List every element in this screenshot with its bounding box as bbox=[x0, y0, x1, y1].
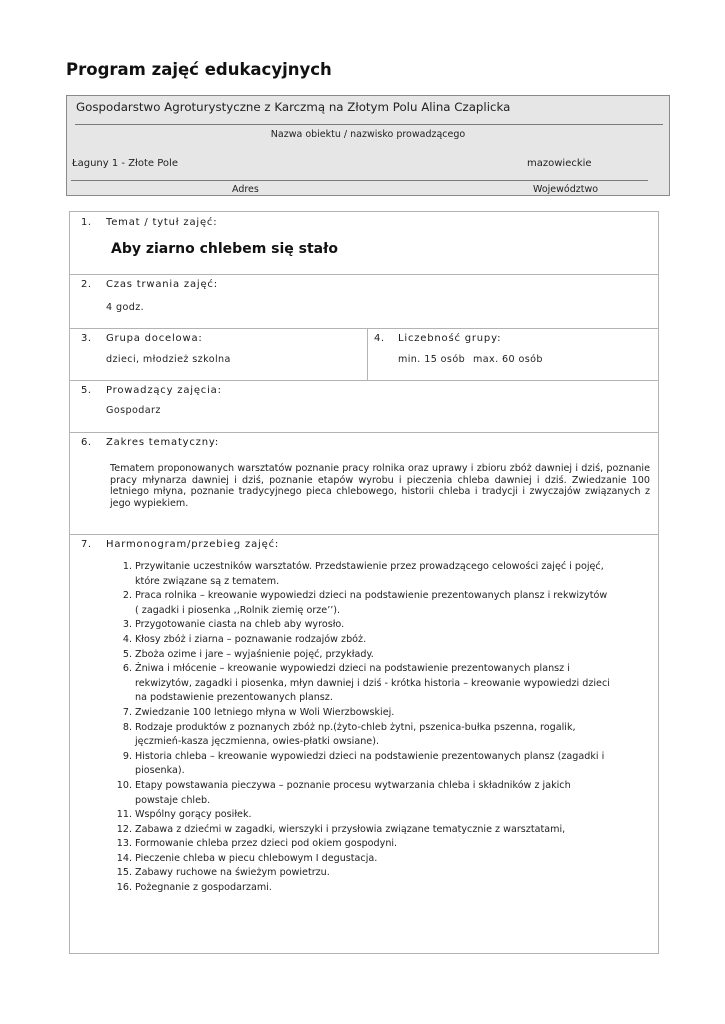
schedule-item-text: Przygotowanie ciasta na chleb aby wyrosło. bbox=[135, 619, 345, 631]
section-number: 7. bbox=[81, 539, 92, 550]
schedule-item bbox=[110, 618, 610, 633]
target-group-value: dzieci, młodzież szkolna bbox=[106, 354, 231, 365]
address-underline bbox=[71, 180, 648, 181]
section-label: Harmonogram/przebieg zajęć: bbox=[106, 539, 280, 550]
schedule-item-number: 9. bbox=[122, 750, 132, 762]
section-label: Temat / tytuł zajęć: bbox=[106, 217, 218, 228]
schedule-list bbox=[110, 560, 610, 896]
object-name: Gospodarstwo Agroturystyczne z Karczmą na Złotym Polu Alina Czaplicka bbox=[76, 100, 511, 114]
group-size-min: min. 15 osób bbox=[398, 354, 466, 365]
schedule-item-number: 3. bbox=[122, 619, 132, 631]
duration-value: 4 godz. bbox=[106, 302, 145, 313]
section-number: 4. bbox=[374, 333, 385, 344]
schedule-item-number: 11. bbox=[116, 809, 132, 821]
schedule-item-text: Etapy powstawania pieczywa – poznanie procesu wytwarzania chleba i składników z jakich powstaje chleb. bbox=[135, 779, 571, 806]
scope-paragraph: Tematem proponowanych warsztatów poznanie pracy rolnika oraz uprawy i zbioru zbóż dawniej i dziś, poznanie pracy młynarza dawniej i dziś, poznanie etapów wyrobu i pieczenia chleba dawniej i dziś. Zwiedzanie 100 letniego młyna, poznanie tradycyjnego pieca chlebowego, historii chleba i tradycji i zwyczajów związanych z jego wypiekiem. bbox=[110, 463, 650, 509]
column-divider bbox=[367, 328, 368, 380]
section-number: 5. bbox=[81, 385, 92, 396]
schedule-item bbox=[110, 823, 610, 838]
section-topic bbox=[70, 212, 658, 275]
schedule-item-text: Zboża ozime i jare – wyjaśnienie pojęć, przykłady. bbox=[135, 648, 374, 660]
schedule-item-text: Przywitanie uczestników warsztatów. Przedstawienie przez prowadzącego celowości zajęć i pojęć, które związane są z tematem. bbox=[135, 561, 604, 587]
schedule-item bbox=[110, 662, 610, 706]
object-name-underline bbox=[75, 124, 663, 125]
schedule-item-text: Praca rolnika – kreowanie wypowiedzi dzieci na podstawienie prezentowanych plansz i rekwizytów ( zagadki i piosenka ,,Rolnik ziemię orze’’). bbox=[135, 590, 608, 616]
section-schedule bbox=[70, 534, 658, 953]
section-number: 2. bbox=[81, 279, 92, 290]
schedule-item-text: Pożegnanie z gospodarzami. bbox=[135, 882, 272, 894]
program-table bbox=[69, 211, 659, 954]
schedule-item bbox=[110, 852, 610, 867]
schedule-item bbox=[110, 633, 610, 648]
schedule-item-number: 7. bbox=[122, 706, 132, 718]
schedule-item-text: Żniwa i młócenie – kreowanie wypowiedzi dzieci na podstawienie prezentowanych plansz i rekwizytów, zagadki i piosenka, młyn dawniej i dziś - krótka historia – kreowanie wypowiedzi dzieci na podstawienie prezentowanych plansz. bbox=[135, 663, 610, 704]
schedule-item bbox=[110, 779, 610, 808]
schedule-item bbox=[110, 808, 610, 823]
section-group bbox=[70, 328, 658, 381]
schedule-item-number: 15. bbox=[116, 867, 132, 879]
section-label: Liczebność grupy: bbox=[398, 333, 502, 344]
schedule-item bbox=[110, 648, 610, 663]
section-label: Prowadzący zajęcia: bbox=[106, 385, 222, 396]
schedule-item bbox=[110, 750, 610, 779]
section-number: 3. bbox=[81, 333, 92, 344]
voivodeship-value: mazowieckie bbox=[527, 158, 592, 169]
schedule-item-number: 5. bbox=[122, 648, 132, 660]
page-title: Program zajęć edukacyjnych bbox=[66, 60, 332, 79]
object-caption: Nazwa obiektu / nazwisko prowadzącego bbox=[270, 129, 466, 140]
schedule-item bbox=[110, 721, 610, 750]
address-value: Łaguny 1 - Złote Pole bbox=[72, 158, 178, 169]
section-label: Zakres tematyczny: bbox=[106, 437, 220, 448]
section-number: 1. bbox=[81, 217, 92, 228]
schedule-item-number: 13. bbox=[116, 838, 132, 850]
schedule-item-number: 14. bbox=[116, 852, 132, 864]
schedule-item bbox=[110, 560, 610, 589]
schedule-item-number: 10. bbox=[116, 779, 132, 791]
schedule-item-text: Zabawy ruchowe na świeżym powietrzu. bbox=[135, 867, 330, 879]
schedule-item-text: Zwiedzanie 100 letniego młyna w Woli Wierzbowskiej. bbox=[135, 706, 395, 718]
group-size-max: max. 60 osób bbox=[473, 354, 543, 365]
address-caption: Adres bbox=[232, 184, 259, 195]
section-scope bbox=[70, 432, 658, 535]
schedule-item-number: 2. bbox=[122, 590, 132, 602]
header-box bbox=[66, 95, 670, 196]
section-label: Grupa docelowa: bbox=[106, 333, 203, 344]
topic-title: Aby ziarno chlebem się stało bbox=[111, 241, 338, 257]
schedule-item-text: Historia chleba – kreowanie wypowiedzi dzieci na podstawienie prezentowanych plansz (zagadki i piosenka). bbox=[135, 750, 605, 777]
voivodeship-caption: Województwo bbox=[533, 184, 599, 195]
section-instructor bbox=[70, 380, 658, 433]
schedule-item bbox=[110, 706, 610, 721]
schedule-item-number: 1. bbox=[122, 561, 132, 572]
schedule-item-text: Rodzaje produktów z poznanych zbóż np.(żyto-chleb żytni, pszenica-bułka pszenna, rogalik, jęczmień-kasza jęczmienna, owies-płatki owsiane). bbox=[135, 721, 576, 748]
schedule-item-text: Pieczenie chleba w piecu chlebowym I degustacja. bbox=[135, 852, 378, 864]
schedule-item-text: Kłosy zbóż i ziarna – poznawanie rodzajów zbóż. bbox=[135, 633, 367, 645]
schedule-item bbox=[110, 837, 610, 852]
schedule-item bbox=[110, 589, 610, 618]
section-duration bbox=[70, 274, 658, 329]
schedule-item-number: 4. bbox=[122, 633, 132, 645]
section-number: 6. bbox=[81, 437, 92, 448]
schedule-item-number: 12. bbox=[116, 823, 132, 835]
schedule-item-number: 6. bbox=[122, 663, 132, 675]
schedule-item-text: Zabawa z dziećmi w zagadki, wierszyki i przysłowia związane tematycznie z warsztatami, bbox=[135, 823, 566, 835]
instructor-value: Gospodarz bbox=[106, 405, 161, 416]
schedule-item bbox=[110, 866, 610, 881]
schedule-item-number: 16. bbox=[116, 882, 132, 894]
schedule-item-number: 8. bbox=[122, 721, 132, 733]
schedule-item-text: Formowanie chleba przez dzieci pod okiem gospodyni. bbox=[135, 838, 398, 850]
schedule-item-text: Wspólny gorący posiłek. bbox=[135, 809, 252, 821]
schedule-item bbox=[110, 881, 610, 896]
section-label: Czas trwania zajęć: bbox=[106, 279, 218, 290]
